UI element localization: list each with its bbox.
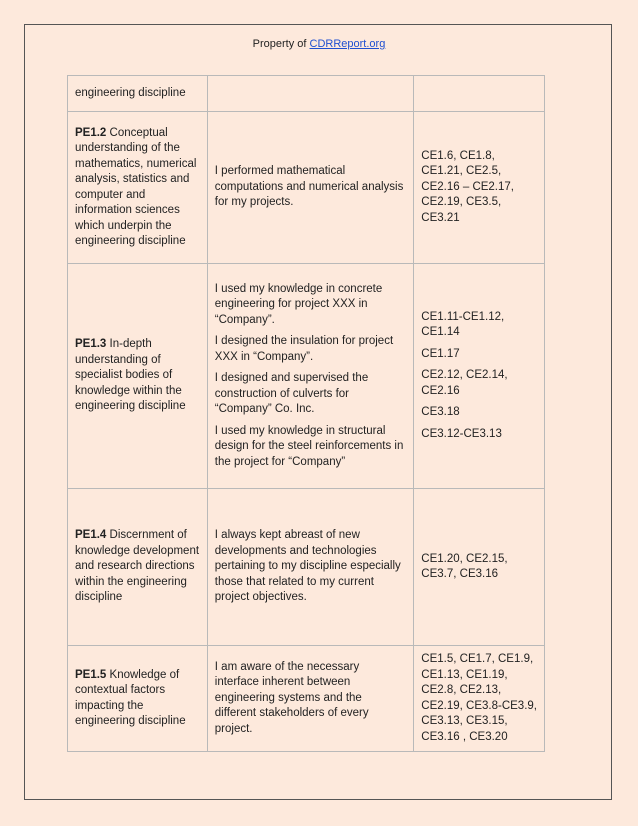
refs-text: CE1.6, CE1.8, CE1.21, CE2.5, CE2.16 – CE2.17, CE2.19, CE3.5, CE3.21 [421,149,514,224]
refs-cell [414,646,545,752]
element-cell [68,646,208,752]
refs-text: CE3.18 [421,406,460,419]
summary-cell [207,264,414,489]
element-text: Knowledge of contextual factors impacting the engineering discipline [75,668,186,727]
competency-table [67,75,545,752]
summary-text: I used my knowledge in concrete engineering for project XXX in “Company”. [214,282,383,326]
refs-cell [414,76,545,112]
element-text: In-depth understanding of specialist bodies of knowledge within the engineering discipline [75,338,186,413]
summary-cell [207,646,414,752]
table-row [68,76,545,112]
element-cell [68,489,208,646]
refs-cell [414,489,545,646]
table-row [68,646,545,752]
element-cell [68,76,208,112]
table-row [68,112,545,264]
refs-cell [414,112,545,264]
summary-text: I designed and supervised the construction of culverts for “Company” Co. Inc. [214,372,369,416]
refs-cell [414,264,545,489]
summary-text: I used my knowledge in structural design for the steel reinforcements in the project for “Company” [214,424,404,468]
element-text: engineering discipline [75,86,186,99]
page-header [0,38,638,50]
header-link[interactable]: CDRReport.org [309,38,386,50]
refs-text: CE1.20, CE2.15, CE3.7, CE3.16 [421,552,508,580]
table-row [68,264,545,489]
refs-text: CE1.17 [421,347,460,360]
element-cell [68,112,208,264]
table-row [68,489,545,646]
header-prefix: Property of [252,38,310,50]
element-code: PE1.2 [75,126,107,139]
element-code: PE1.5 [75,668,107,681]
element-code: PE1.4 [75,529,107,542]
summary-cell [207,489,414,646]
refs-text: CE2.12, CE2.14, CE2.16 [421,369,508,397]
element-cell [68,264,208,489]
summary-text: I always kept abreast of new developments and technologies pertaining to my discipline especially those that related to my current project objectives. [214,529,401,604]
refs-text: CE3.12-CE3.13 [421,427,502,440]
summary-text: I designed the insulation for project XXX in “Company”. [214,335,394,363]
element-text: Discernment of knowledge development and research directions within the engineering discipline [75,529,200,604]
element-code: PE1.3 [75,338,107,351]
refs-text: CE1.11-CE1.12, CE1.14 [421,310,505,339]
element-text: Conceptual understanding of the mathematics, numerical analysis, statistics and computer and information sciences which underpin the engineering discipline [75,126,197,247]
summary-text: I am aware of the necessary interface inherent between engineering systems and the different stakeholders of every project. [214,660,369,735]
summary-cell [207,112,414,264]
refs-text: CE1.5, CE1.7, CE1.9, CE1.13, CE1.19, CE2.8, CE2.13, CE2.19, CE3.8-CE3.9, CE3.13, CE3.15, CE3.16 , CE3.20 [421,653,537,743]
summary-text: I performed mathematical computations and numerical analysis for my projects. [214,165,404,209]
summary-cell [207,76,414,112]
